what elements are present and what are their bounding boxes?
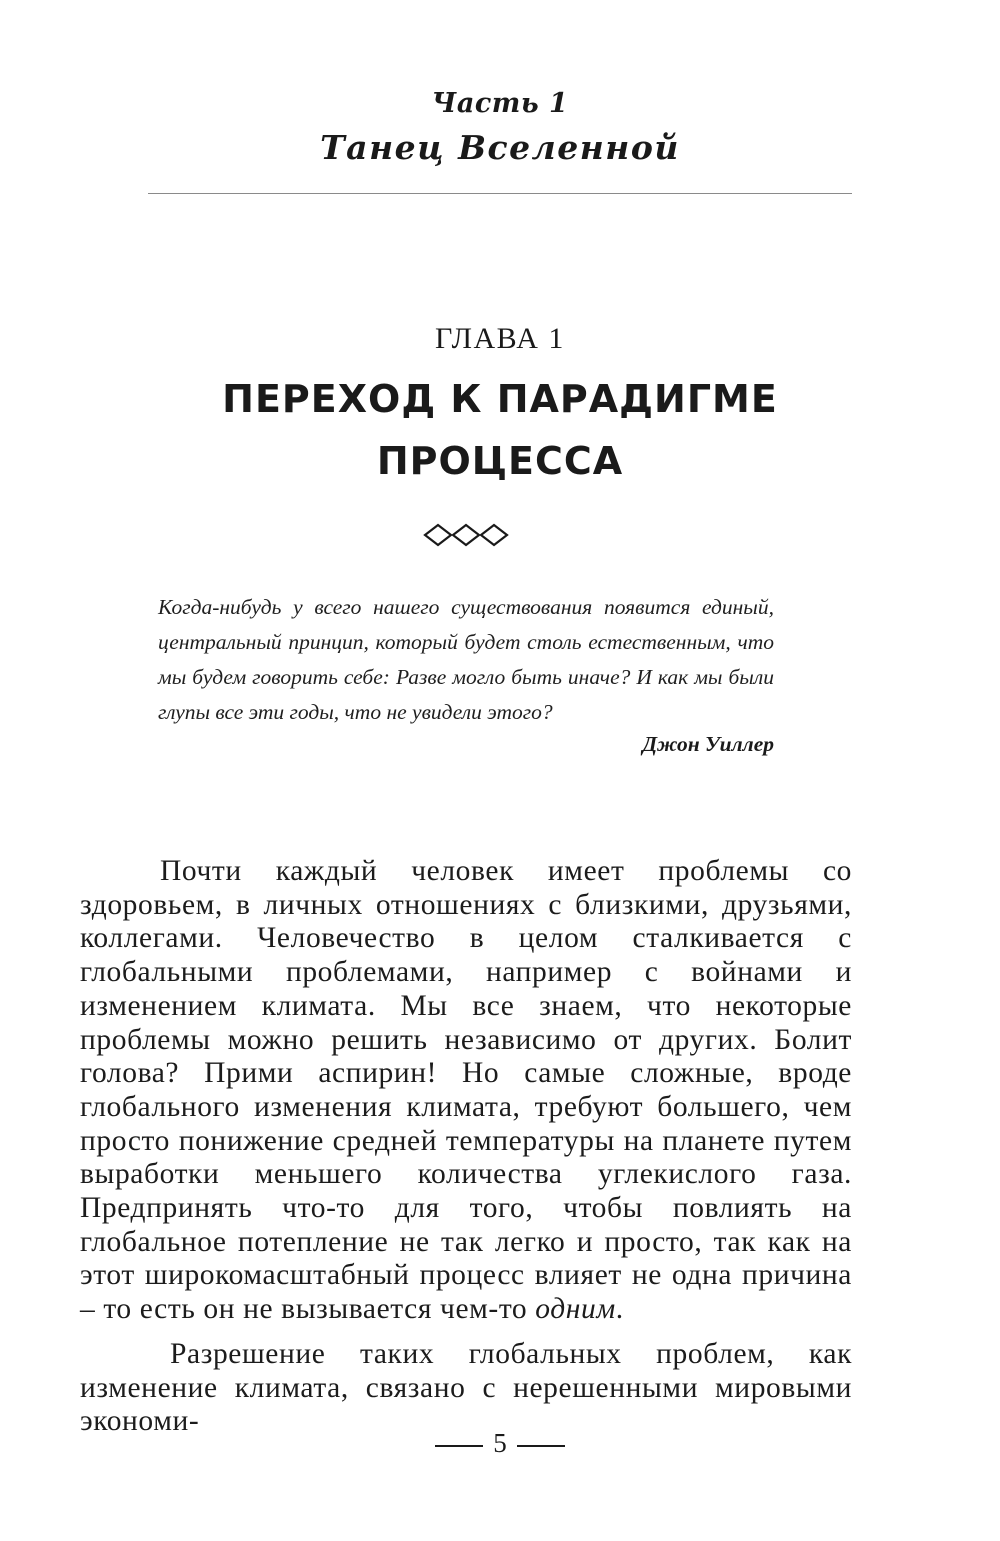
paragraph-2: Разрешение таких глобальных проблем, как изменение климата, связано с нерешенными мировыми экономи-	[80, 1337, 852, 1438]
chapter-label: ГЛАВА 1	[435, 322, 565, 355]
page-folio	[0, 1428, 1000, 1459]
paragraph-1-end: .	[615, 1293, 624, 1326]
folio-dash-right	[517, 1445, 565, 1447]
part-title: Танец Вселенной	[320, 128, 680, 167]
chapter-title	[0, 368, 1000, 492]
triple-diamond-ornament-icon	[423, 522, 509, 548]
folio-dash-left	[435, 1445, 483, 1447]
epigraph-quote: Когда-нибудь у всего нашего существования появится единый, центральный принцип, который будет столь естественным, что мы будем говорить себе: Разве могло быть иначе? И как мы были глупы все эти годы, что не увидели этого?	[158, 595, 774, 724]
paragraph-1	[80, 855, 852, 1327]
paragraph-1-emphasis: одним	[535, 1293, 616, 1326]
chapter-title-line-2: ПРОЦЕССА	[376, 439, 624, 483]
header-rule	[148, 193, 852, 194]
chapter-title-line-1: ПЕРЕХОД К ПАРАДИГМЕ	[222, 377, 778, 421]
body-text	[80, 855, 852, 1439]
paragraph-1-text: Почти каждый человек имеет проблемы со здоровьем, в личных отношениях с близкими, друзьями, коллегами. Человечество в целом сталкивается с глобальными проблемами, например с войнами и изменением климата. Мы все знаем, что некоторые проблемы можно решить независимо от других. Болит голова? Прими аспирин! Но самые сложные, вроде глобального изменения климата, требуют большего, чем просто понижение средней температуры на планете путем выработки меньшего количества углекислого газа. Предпринять что-то для того, чтобы повлиять на глобальное потепление не так легко и просто, так как на этот широкомасштабный процесс влияет не одна причина – то есть он не вызывается чем-то	[80, 855, 852, 1326]
part-label: Часть 1	[431, 88, 569, 119]
epigraph-author: Джон Уиллер	[642, 732, 774, 756]
page-number: 5	[493, 1428, 507, 1458]
